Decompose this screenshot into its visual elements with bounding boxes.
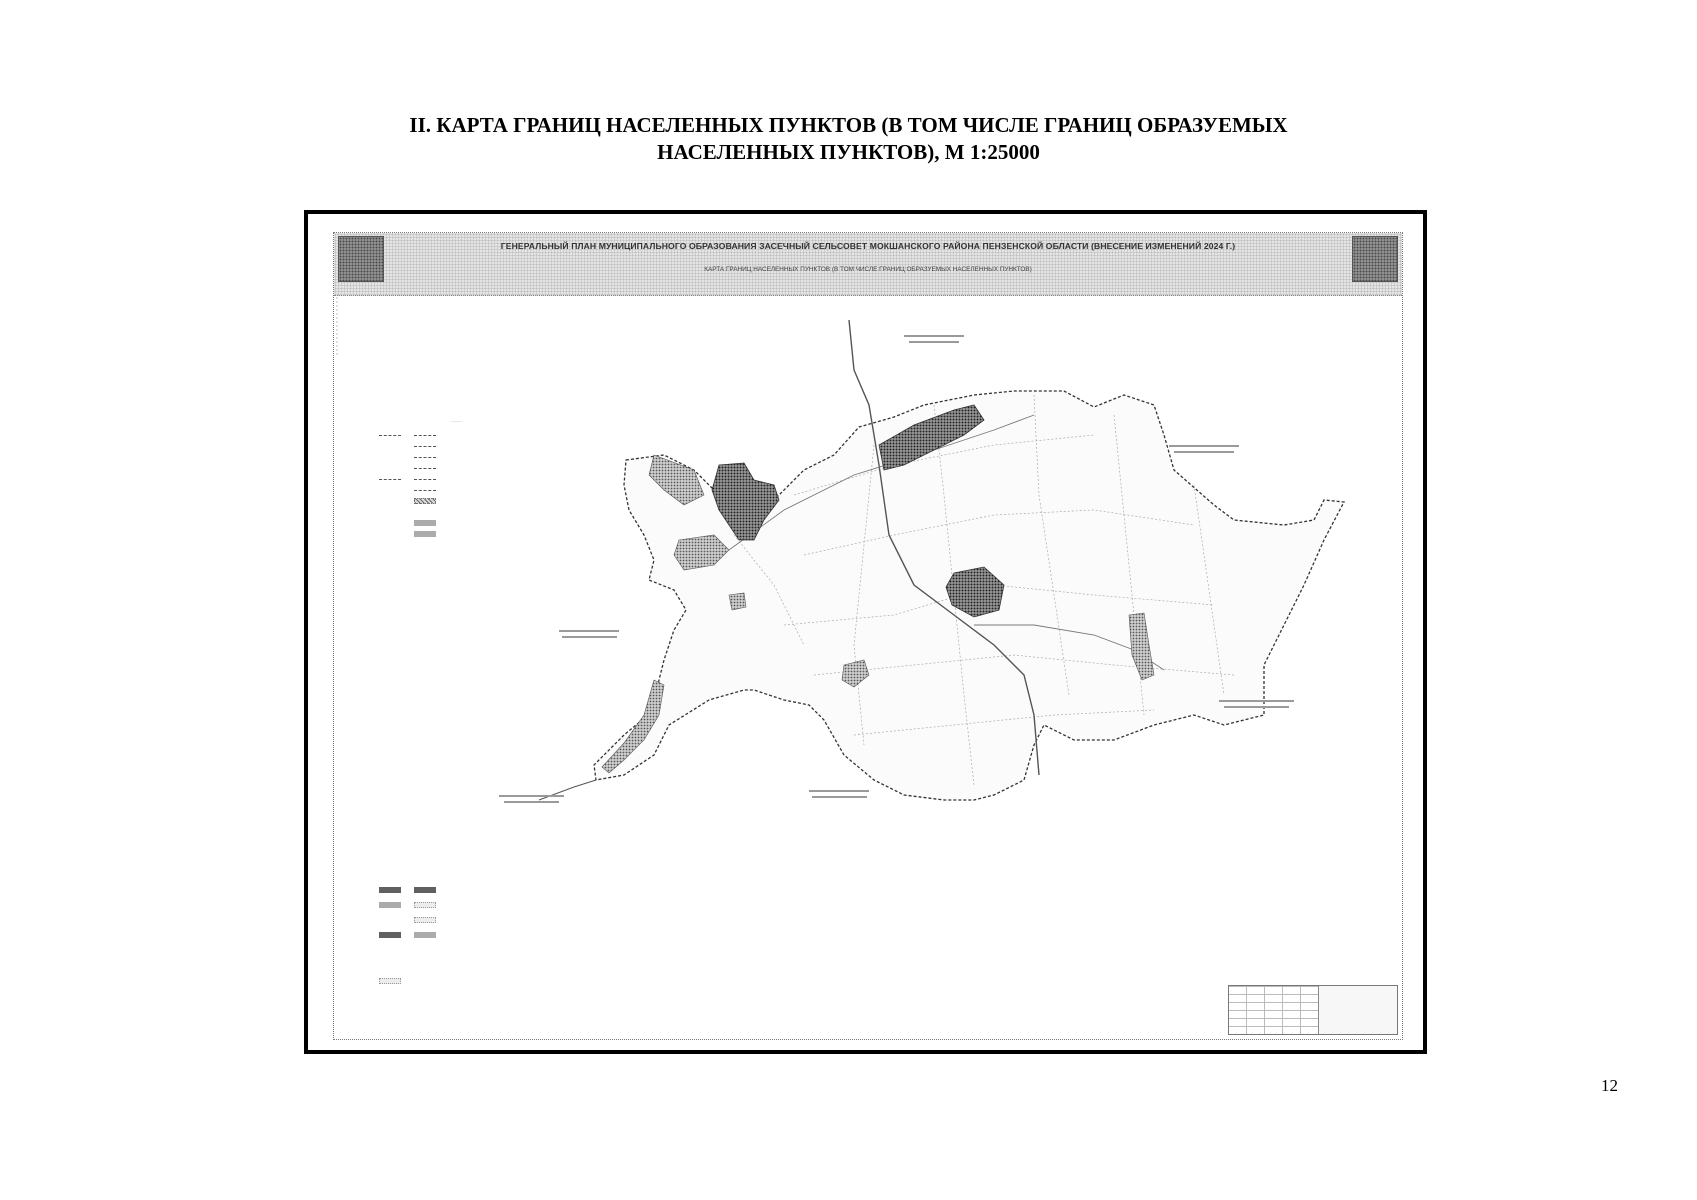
legend-row <box>379 496 579 507</box>
general-plan-title: ГЕНЕРАЛЬНЫЙ ПЛАН МУНИЦИПАЛЬНОГО ОБРАЗОВАНИЯ ЗАСЕЧНЫЙ СЕЛЬСОВЕТ МОКШАНСКОГО РАЙОНА ПЕНЗЕНСКОЙ ОБЛАСТИ (ВНЕСЕНИЕ ИЗМЕНЕНИЙ 2024 Г.) <box>500 241 1236 251</box>
legend-row <box>379 930 619 945</box>
legend-light-swatch <box>414 902 436 908</box>
legend-line-swatch <box>414 490 436 491</box>
legend-row <box>379 900 619 915</box>
legend-dark-swatch <box>379 887 401 893</box>
title-block-stamp <box>1228 985 1398 1035</box>
legend-row <box>379 874 619 885</box>
legend-row <box>379 529 579 540</box>
map-title-bar <box>334 233 1402 296</box>
legend-row <box>379 452 579 463</box>
legend-text-placeholder: ······· <box>451 420 463 425</box>
settlement-small-west <box>729 593 746 610</box>
legend-row <box>379 885 619 900</box>
map-frame <box>304 210 1427 1054</box>
legend-row <box>379 474 579 485</box>
legend-row <box>379 507 579 518</box>
legend-hatch-swatch <box>414 498 436 504</box>
legend-dark-swatch <box>414 887 436 893</box>
legend-dots-swatch <box>414 932 436 938</box>
legend-dots-swatch <box>414 531 436 537</box>
legend-line-swatch <box>414 468 436 469</box>
legend-top <box>379 419 579 540</box>
legend-row <box>379 518 579 529</box>
legend-line-swatch <box>414 479 436 480</box>
title-block-name-cell <box>1318 986 1397 1034</box>
legend-row <box>379 419 579 430</box>
map-subtitle: КАРТА ГРАНИЦ НАСЕЛЕННЫХ ПУНКТОВ (В ТОМ ЧИСЛЕ ГРАНИЦ ОБРАЗУЕМЫХ НАСЕЛЕННЫХ ПУНКТОВ) <box>704 266 1032 273</box>
legend-row <box>379 863 619 874</box>
legend-line-swatch <box>414 435 436 436</box>
legend-line-swatch <box>379 479 401 480</box>
legend-dots-swatch <box>379 902 401 908</box>
legend-line-swatch <box>414 457 436 458</box>
legend-row <box>379 485 579 496</box>
legend-bottom <box>379 863 619 945</box>
legend-line-swatch <box>379 435 401 436</box>
legend-light-swatch <box>379 978 401 984</box>
legend-line-swatch <box>414 446 436 447</box>
legend-row <box>379 915 619 930</box>
legend-dots-swatch <box>414 520 436 526</box>
coat-of-arms-right-icon <box>1352 236 1398 282</box>
document-heading <box>0 112 1697 166</box>
coat-of-arms-left-icon <box>338 236 384 282</box>
legend-row <box>379 976 639 987</box>
map-sheet <box>333 232 1403 1040</box>
heading-line-2: НАСЕЛЕННЫХ ПУНКТОВ), М 1:25000 <box>657 140 1040 164</box>
legend-row <box>379 463 579 474</box>
legend-dark-swatch <box>379 932 401 938</box>
legend-light-swatch <box>414 917 436 923</box>
page-number: 12 <box>1601 1076 1618 1095</box>
heading-line-1: II. КАРТА ГРАНИЦ НАСЕЛЕННЫХ ПУНКТОВ (В ТОМ ЧИСЛЕ ГРАНИЦ ОБРАЗУЕМЫХ <box>409 113 1288 137</box>
legend-row <box>379 430 579 441</box>
scale-note <box>379 976 639 987</box>
legend-row <box>379 441 579 452</box>
